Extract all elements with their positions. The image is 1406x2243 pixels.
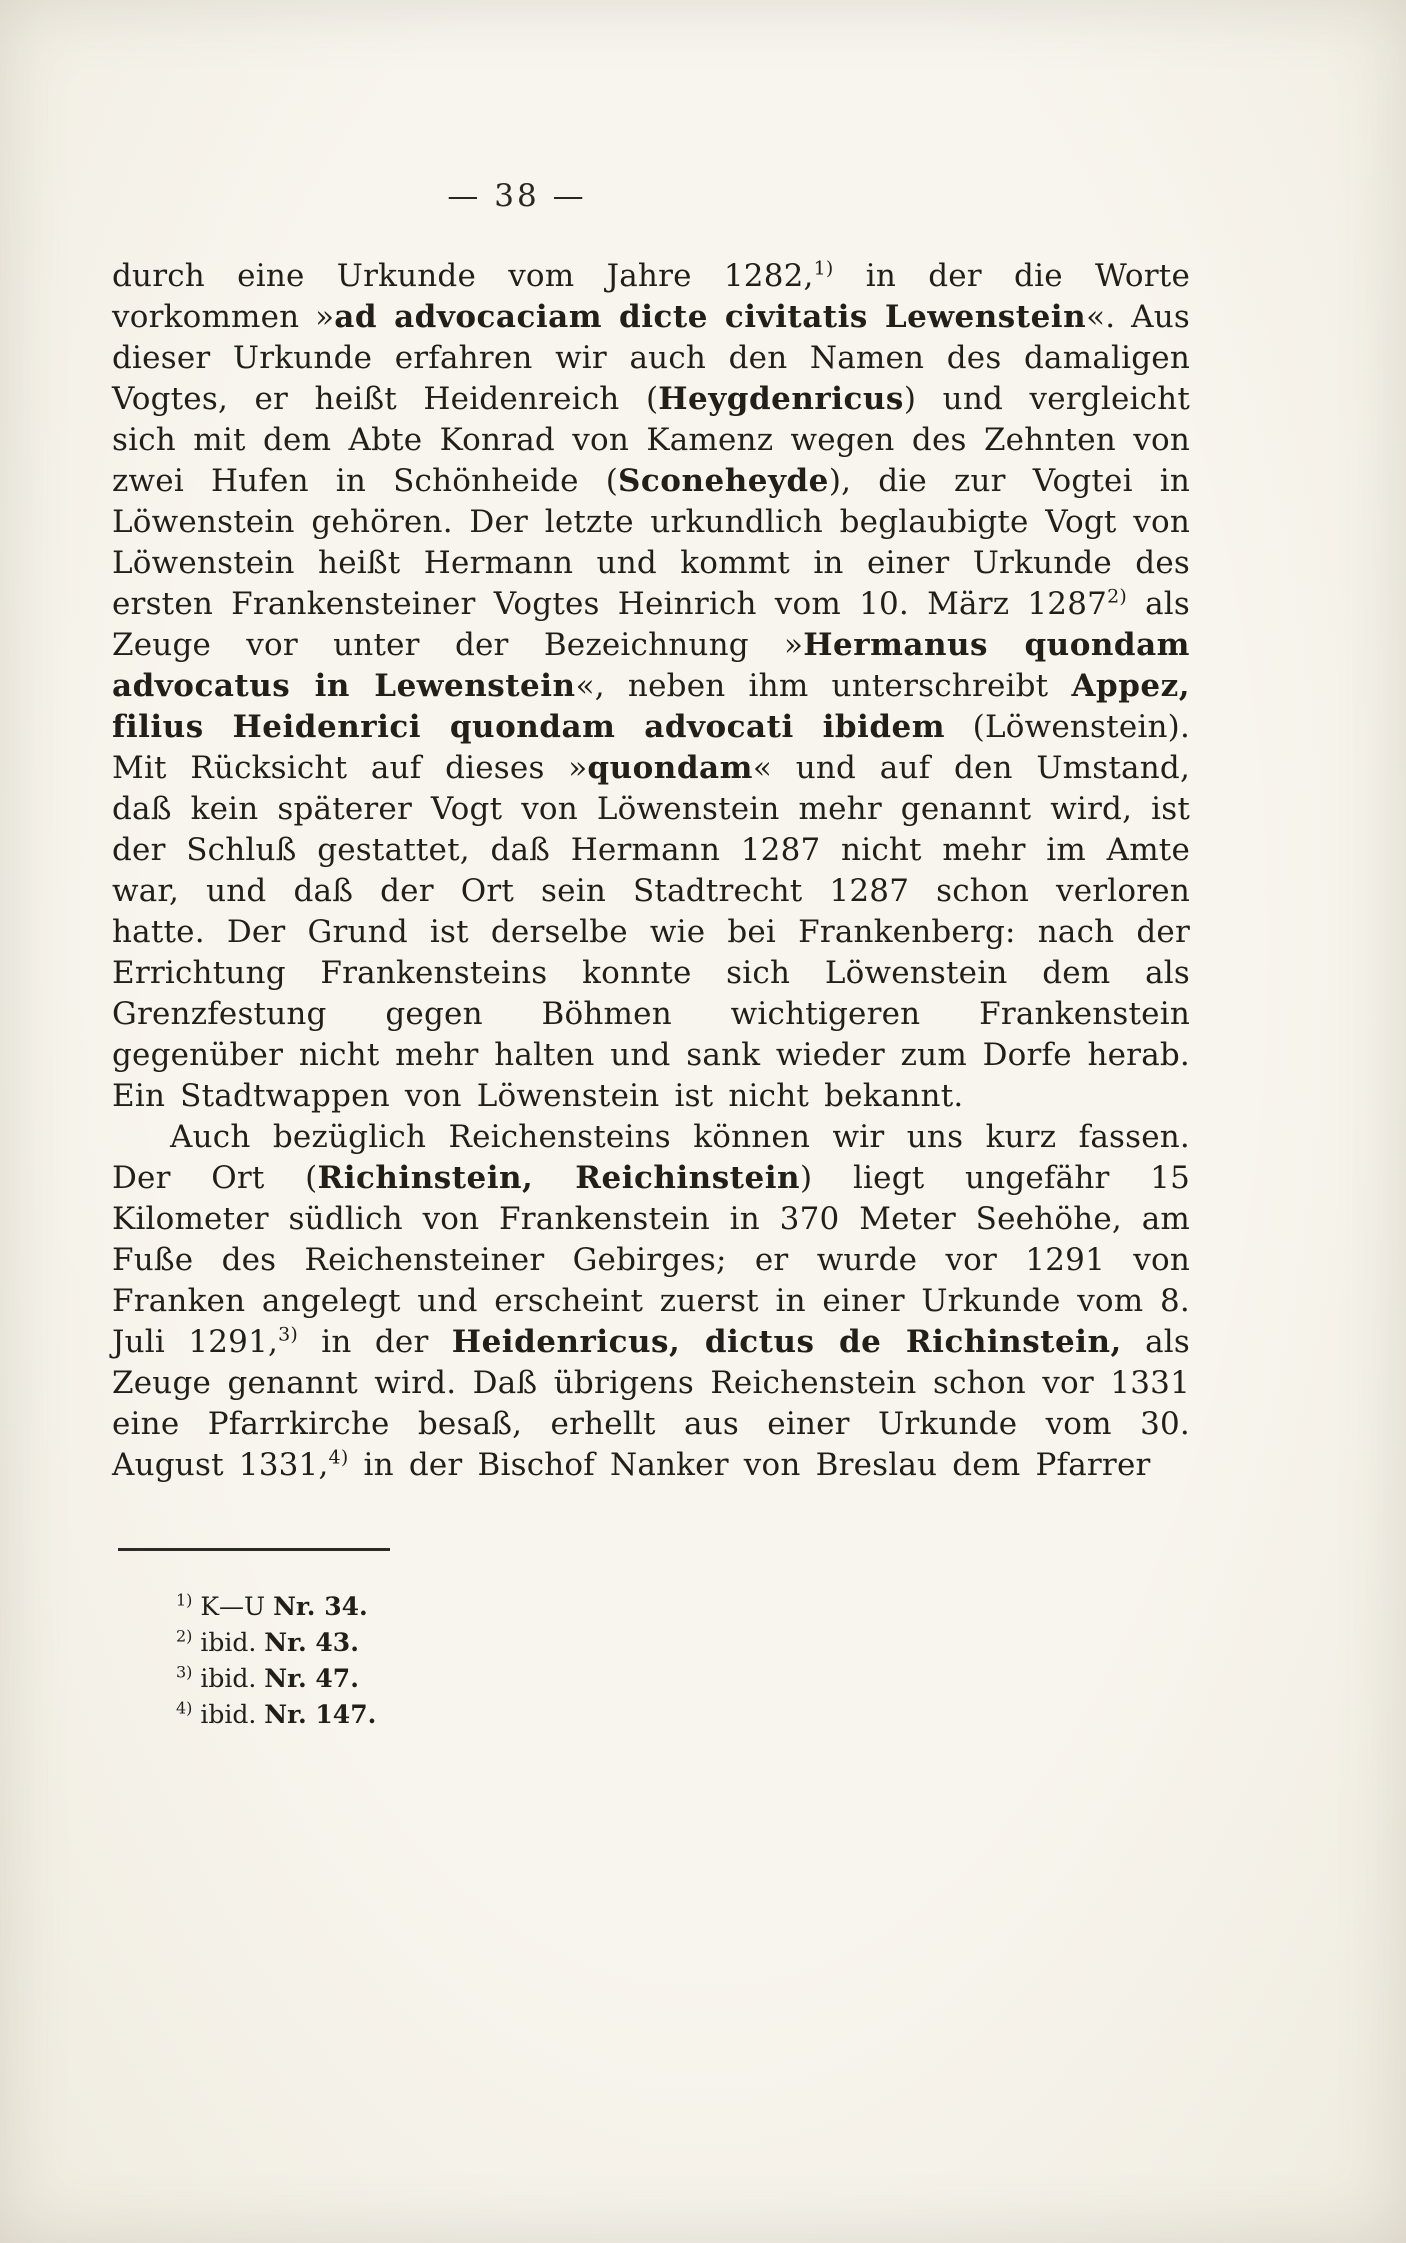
fraktur-text-segment: «, neben ihm unterschreibt [575, 668, 1072, 704]
fraktur-text-segment: in der Bischof Nanker von Breslau dem Pfarrer [348, 1447, 1151, 1483]
fraktur-text-segment: als Zeuge vor unter der Bezeichnung » [112, 586, 1191, 663]
footnote-reference: 4) [328, 1446, 349, 1469]
antiqua-text-segment: quondam [587, 750, 753, 786]
footnote-marker: 4) [176, 1698, 193, 1718]
antiqua-text-segment: ad advocaciam dicte civitatis Lewenstein [334, 299, 1087, 335]
antiqua-text-segment: Richinstein, Reichinstein [317, 1160, 801, 1196]
footnote [176, 1589, 390, 1625]
footnote-source: ibid. [192, 1700, 265, 1729]
fraktur-text-segment: durch eine Urkunde vom Jahre 1282, [112, 258, 814, 294]
footnote-reference: 1) [813, 257, 834, 280]
fraktur-text-segment: ), die zur Vogtei in Löwenstein gehören. Der letzte urkundlich beglaubigte Vogt von Löwenstein heißt Hermann und kommt in einer Urkunde des ersten Frankensteiner Vogtes Heinrich vom 10. März 1287 [112, 463, 1190, 622]
antiqua-text-segment: Heidenricus, dictus de Richinstein, [451, 1324, 1122, 1360]
text-block [112, 178, 1190, 1486]
fraktur-text-segment: ) liegt ungefähr 15 Kilometer südlich von Frankenstein in 370 Meter Seehöhe, am Fuße des Reichensteiner Gebirges; er wurde vor 1291 von Franken angelegt und erscheint zuerst in einer Urkunde vom 8. Juli 1291, [112, 1160, 1190, 1360]
fraktur-text-segment: ) und vergleicht sich mit dem Abte Konrad von Kamenz wegen des Zehnten von zwei Hufen in Schönheide ( [112, 381, 1190, 499]
fraktur-text-segment: « und auf den Umstand, daß kein späterer Vogt von Löwenstein mehr genannt wird, ist der Schluß gestattet, daß Hermann 1287 nicht mehr im Amte war, und daß der Ort sein Stadtrecht 1287 schon verloren hatte. Der Grund ist derselbe wie bei Frankenberg: nach der Errichtung Frankensteins konnte sich Löwenstein dem als Grenzfestung gegen Böhmen wichtigeren Frankenstein gegenüber nicht mehr halten und sank wieder zum Dorfe herab. Ein Stadtwappen von Löwenstein ist nicht bekannt. [112, 750, 1190, 1114]
footnote-marker: 1) [176, 1590, 193, 1610]
footnote [176, 1697, 390, 1733]
paragraph [112, 256, 1190, 1117]
footnote [176, 1661, 390, 1697]
fraktur-text-segment: in der die Worte vorkommen » [112, 258, 1191, 335]
antiqua-text-segment: Appez, filius Heidenrici quondam advocati ibidem [112, 668, 1190, 745]
fraktur-text-segment: als Zeuge genannt wird. Daß übrigens Reichenstein schon vor 1331 eine Pfarrkirche besaß, erhellt aus einer Urkunde vom 30. August 1331, [112, 1324, 1191, 1483]
fraktur-text-segment: (Löwenstein). Mit Rücksicht auf dieses » [112, 709, 1191, 786]
footnote-reference: 2) [1107, 585, 1127, 608]
antiqua-text-segment: Hermanus quondam advocatus in Lewenstein [112, 627, 1190, 704]
footnote-number-reference: Nr. 47. [264, 1664, 359, 1693]
antiqua-text-segment: Sconeheyde [618, 463, 829, 499]
footnote-separator-rule [118, 1548, 390, 1551]
footnote-number-reference: Nr. 147. [264, 1700, 377, 1729]
body-text [112, 256, 1190, 1486]
footnote-marker: 2) [176, 1626, 193, 1646]
paragraph [112, 1117, 1190, 1486]
footnote-source: K—U [192, 1592, 274, 1621]
footnote-number-reference: Nr. 43. [264, 1628, 359, 1657]
fraktur-text-segment: «. Aus dieser Urkunde erfahren wir auch den Namen des damaligen Vogtes, er heißt Heidenreich ( [112, 299, 1190, 417]
footnote [176, 1625, 390, 1661]
footnote-block [118, 1548, 390, 1733]
fraktur-text-segment: Auch bezüglich Reichensteins können wir uns kurz fassen. Der Ort ( [112, 1119, 1190, 1196]
footnote-source: ibid. [192, 1628, 265, 1657]
antiqua-text-segment: Heygdenricus [658, 381, 904, 417]
footnotes-list [118, 1589, 390, 1733]
footnote-number-reference: Nr. 34. [273, 1592, 368, 1621]
footnote-marker: 3) [176, 1662, 193, 1682]
page-number: — 38 — [447, 178, 587, 214]
footnote-source: ibid. [192, 1664, 265, 1693]
fraktur-text-segment: in der [297, 1324, 452, 1360]
footnote-reference: 3) [278, 1323, 298, 1346]
